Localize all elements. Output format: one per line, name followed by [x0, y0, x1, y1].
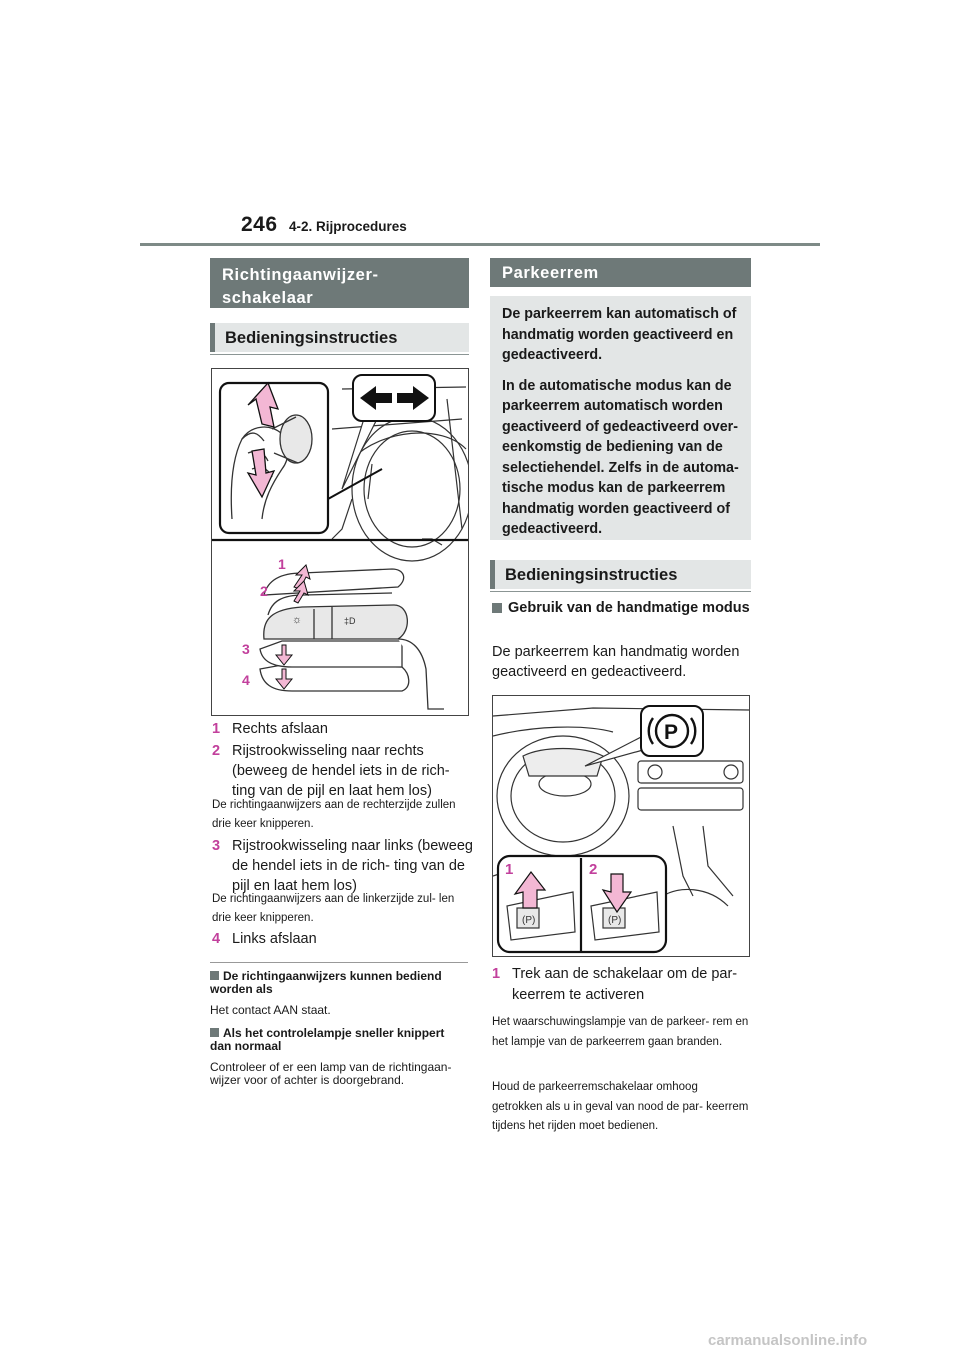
turn-signal-illustration [212, 369, 468, 715]
parking-brake-title: Parkeerrem [490, 258, 751, 287]
bullet-square-icon [210, 971, 219, 980]
item-number: 2 [212, 743, 221, 759]
turn-signal-figure [211, 368, 469, 716]
item-note: De richtingaanwijzers aan de rechterzijde zullen drie keer knipperen. [212, 799, 456, 830]
parking-brake-illustration [493, 696, 749, 956]
turn-signal-title-line2: schakelaar [222, 289, 314, 307]
turn-signal-title [210, 258, 469, 308]
figure-label-1: 1 [505, 861, 514, 878]
intro-paragraph: De parkeerrem kan automatisch of handmatig worden geactiveerd en gedeactiveerd. [502, 306, 737, 363]
figure-label-3: 3 [242, 641, 250, 657]
note-text: Het contact AAN staat. [210, 1003, 331, 1017]
note-heading: De richtingaanwijzers kunnen bediend worden als [210, 969, 442, 996]
item-number: 1 [492, 966, 501, 982]
item-text: Rijstrookwisseling naar rechts (beweeg de hendel iets in de rich- ting van de pijl en laat hem los) [232, 743, 450, 799]
item-text: Rijstrookwisseling naar links (beweeg de hendel iets in de rich- ting van de pijl en laat hem los) [232, 838, 473, 894]
light-icon: ☼ [292, 614, 303, 626]
parking-brake-subheading: Bedieningsinstructies [490, 560, 751, 589]
switch-icon: (P) [522, 915, 536, 926]
note-text: Controleer of er een lamp van de richtingaan- wijzer voor of achter is doorgebrand. [210, 1060, 452, 1087]
turn-signal-subheading: Bedieningsinstructies [210, 323, 469, 352]
switch-icon: (P) [608, 915, 622, 926]
mode-text: De parkeerrem kan handmatig worden geactiveerd en gedeactiveerd. [492, 644, 740, 680]
item-text: Trek aan de schakelaar om de par- keerrem te activeren [512, 966, 738, 1003]
section-label: 4-2. Rijprocedures [289, 219, 407, 234]
step-note: Het waarschuwingslampje van de parkeer- rem en het lampje van de parkeerrem gaan branden. [492, 1016, 749, 1048]
item-text: Rechts afslaan [232, 721, 328, 737]
list-item [212, 741, 474, 801]
watermark: carmanualsonline.info [708, 1332, 868, 1349]
note-rule [210, 962, 468, 963]
turn-signal-title-line1: Richtingaanwijzer- [222, 266, 379, 284]
figure-label-2: 2 [589, 861, 598, 878]
bullet-square-icon [492, 603, 502, 613]
step-note: Houd de parkeerremschakelaar omhoog getrokken als u in geval van nood de par- keerrem tijdens het rijden moet bedienen. [492, 1081, 749, 1132]
figure-label-2: 2 [260, 583, 268, 599]
figure-label-4: 4 [242, 672, 250, 688]
list-item [212, 719, 474, 739]
callout-pointer [585, 736, 643, 766]
bullet-square-icon [210, 1028, 219, 1037]
header-rule [140, 243, 820, 246]
intro-paragraph: In de automatische modus kan de parkeerrem automatisch worden geactiveerd of gedeactiveerd over- eenkomstig de bediening van de selectiehendel. Zelfs in de automa- tische modus kan de parkeerrem handmatig worden geactiveerd of gedeactiveerd. [502, 377, 739, 537]
page-number: 246 [241, 213, 278, 236]
parking-brake-figure [492, 695, 750, 957]
parking-symbol-icon: P [664, 721, 679, 744]
figure-label-1: 1 [278, 556, 286, 572]
list-item [212, 836, 474, 896]
item-number: 4 [212, 931, 221, 947]
note-heading: Als het controlelampje sneller knippert dan normaal [210, 1026, 445, 1053]
mode-heading: Gebruik van de handmatige modus [492, 598, 750, 618]
item-number: 3 [212, 838, 221, 854]
parking-brake-intro [490, 296, 751, 540]
item-note: De richtingaanwijzers aan de linkerzijde zul- len drie keer knipperen. [212, 893, 455, 924]
list-item [492, 964, 754, 1006]
item-number: 1 [212, 721, 221, 737]
item-text: Links afslaan [232, 931, 317, 947]
fog-icon: ‡D [344, 616, 356, 626]
list-item [212, 929, 474, 949]
